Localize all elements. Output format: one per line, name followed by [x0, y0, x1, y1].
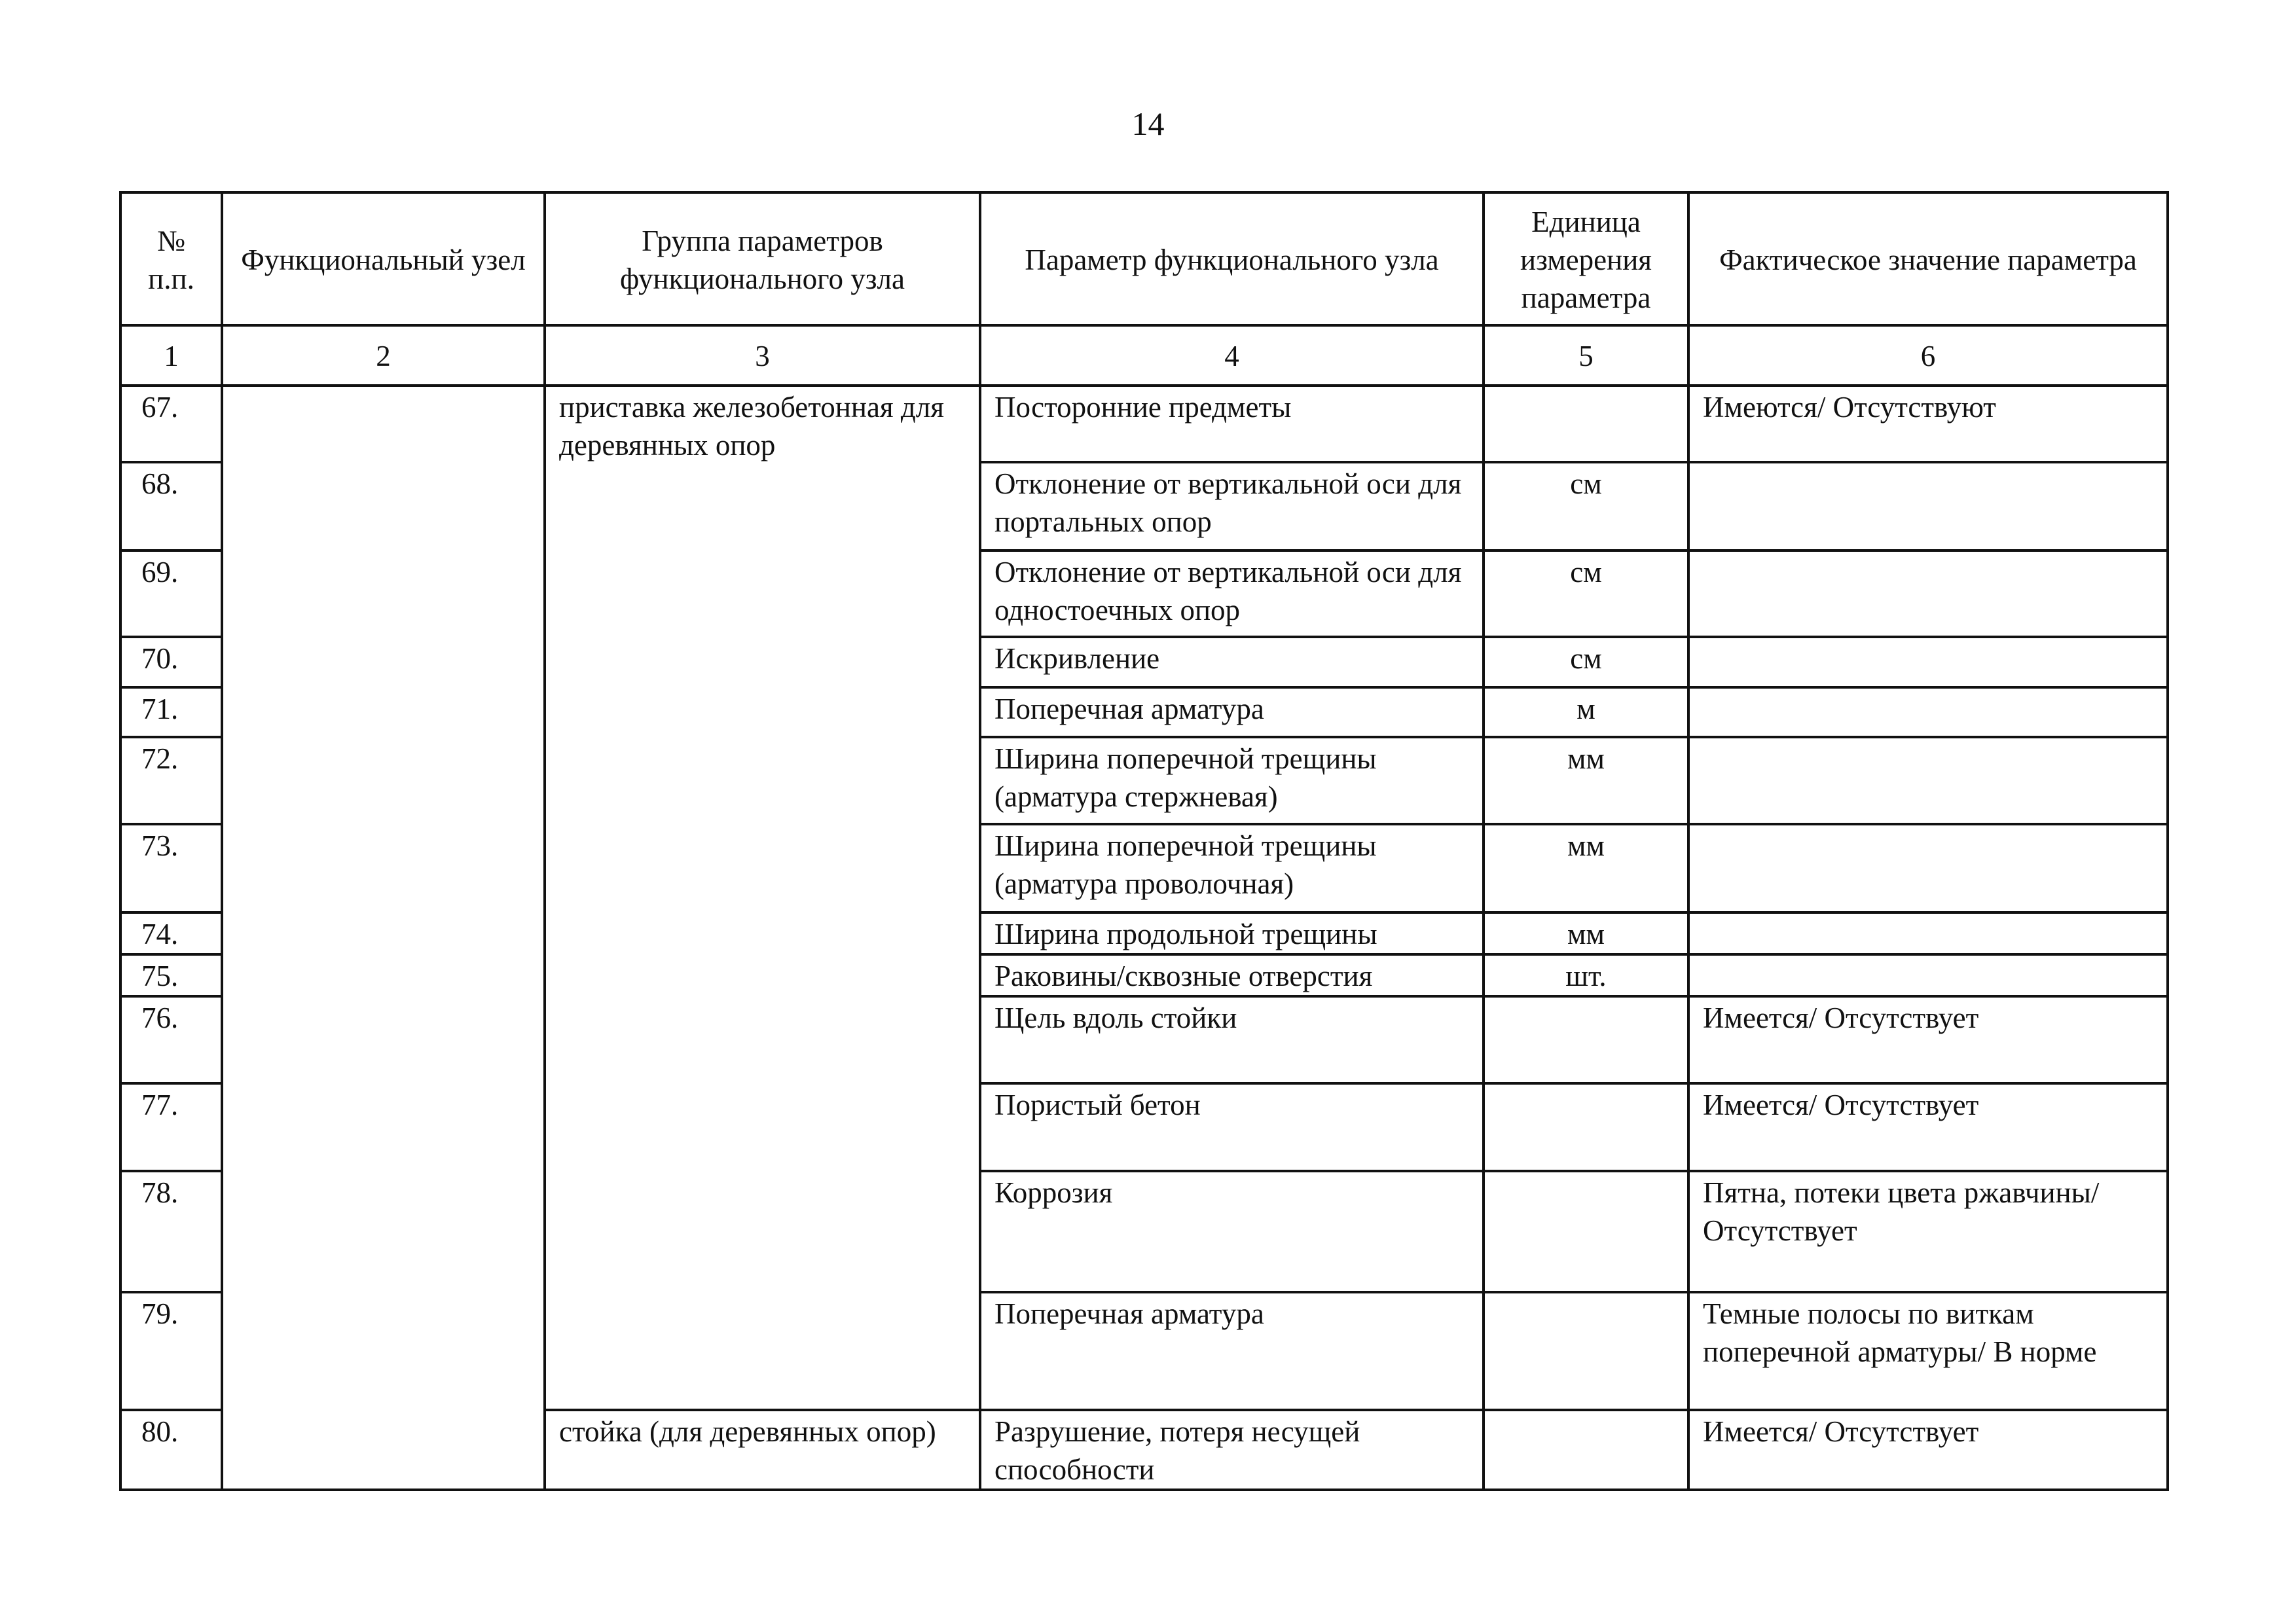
unit: [1484, 1083, 1688, 1171]
functional-unit-cell: [222, 386, 545, 1490]
parameter-group: стойка (для деревянных опор): [545, 1410, 980, 1490]
header-cell: Единица измерения параметра: [1484, 192, 1688, 325]
column-number: 5: [1484, 325, 1688, 386]
actual-value: Имеется/ Отсутствует: [1688, 996, 2168, 1083]
parameter-name: Ширина поперечной трещины (арматура проволочная): [980, 824, 1484, 912]
actual-value: [1688, 550, 2168, 637]
unit: см: [1484, 637, 1688, 687]
actual-value: [1688, 637, 2168, 687]
column-number: 2: [222, 325, 545, 386]
header-row: [120, 192, 2168, 325]
unit: см: [1484, 550, 1688, 637]
actual-value: [1688, 954, 2168, 996]
parameter-name: Щель вдоль стойки: [980, 996, 1484, 1083]
row-number: 75.: [120, 954, 222, 996]
header-cell: Фактическое значение параметра: [1688, 192, 2168, 325]
unit: [1484, 1410, 1688, 1490]
actual-value: Имеется/ Отсутствует: [1688, 1410, 2168, 1490]
row-number: 70.: [120, 637, 222, 687]
header-cell: Функциональный узел: [222, 192, 545, 325]
actual-value: Имеются/ Отсутствуют: [1688, 386, 2168, 462]
unit: мм: [1484, 824, 1688, 912]
column-number: 4: [980, 325, 1484, 386]
parameter-name: Раковины/сквозные отверстия: [980, 954, 1484, 996]
header-cell: № п.п.: [120, 192, 222, 325]
column-number: 1: [120, 325, 222, 386]
actual-value: [1688, 687, 2168, 737]
column-number-row: [120, 325, 2168, 386]
unit: [1484, 1292, 1688, 1410]
row-number: 71.: [120, 687, 222, 737]
column-number: 3: [545, 325, 980, 386]
unit: шт.: [1484, 954, 1688, 996]
parameter-name: Отклонение от вертикальной оси для портальных опор: [980, 462, 1484, 550]
unit: [1484, 386, 1688, 462]
actual-value: [1688, 462, 2168, 550]
unit: [1484, 1171, 1688, 1292]
unit: м: [1484, 687, 1688, 737]
unit: мм: [1484, 737, 1688, 824]
row-number: 69.: [120, 550, 222, 637]
parameter-name: Пористый бетон: [980, 1083, 1484, 1171]
actual-value: Темные полосы по виткам поперечной арматуры/ В норме: [1688, 1292, 2168, 1410]
parameter-name: Поперечная арматура: [980, 1292, 1484, 1410]
unit: см: [1484, 462, 1688, 550]
unit: мм: [1484, 912, 1688, 954]
parameter-name: Посторонние предметы: [980, 386, 1484, 462]
parameter-name: Разрушение, потеря несущей способности: [980, 1410, 1484, 1490]
parameter-name: Коррозия: [980, 1171, 1484, 1292]
parameter-name: Поперечная арматура: [980, 687, 1484, 737]
row-number: 77.: [120, 1083, 222, 1171]
table-row: [120, 386, 2168, 462]
row-number: 73.: [120, 824, 222, 912]
header-cell: Группа параметров функционального узла: [545, 192, 980, 325]
header-cell: Параметр функционального узла: [980, 192, 1484, 325]
row-number: 68.: [120, 462, 222, 550]
row-number: 78.: [120, 1171, 222, 1292]
row-number: 76.: [120, 996, 222, 1083]
page-number: 14: [1131, 105, 1165, 142]
unit: [1484, 996, 1688, 1083]
actual-value: [1688, 912, 2168, 954]
parameter-name: Ширина поперечной трещины (арматура стержневая): [980, 737, 1484, 824]
actual-value: Пятна, потеки цвета ржавчины/ Отсутствует: [1688, 1171, 2168, 1292]
parameter-name: Отклонение от вертикальной оси для одностоечных опор: [980, 550, 1484, 637]
actual-value: Имеется/ Отсутствует: [1688, 1083, 2168, 1171]
actual-value: [1688, 824, 2168, 912]
actual-value: [1688, 737, 2168, 824]
parameter-name: Ширина продольной трещины: [980, 912, 1484, 954]
row-number: 80.: [120, 1410, 222, 1490]
row-number: 79.: [120, 1292, 222, 1410]
row-number: 74.: [120, 912, 222, 954]
row-number: 67.: [120, 386, 222, 462]
parameter-name: Искривление: [980, 637, 1484, 687]
parameters-table: [119, 191, 2169, 1491]
column-number: 6: [1688, 325, 2168, 386]
row-number: 72.: [120, 737, 222, 824]
parameter-group: приставка железобетонная для деревянных опор: [545, 386, 980, 1410]
